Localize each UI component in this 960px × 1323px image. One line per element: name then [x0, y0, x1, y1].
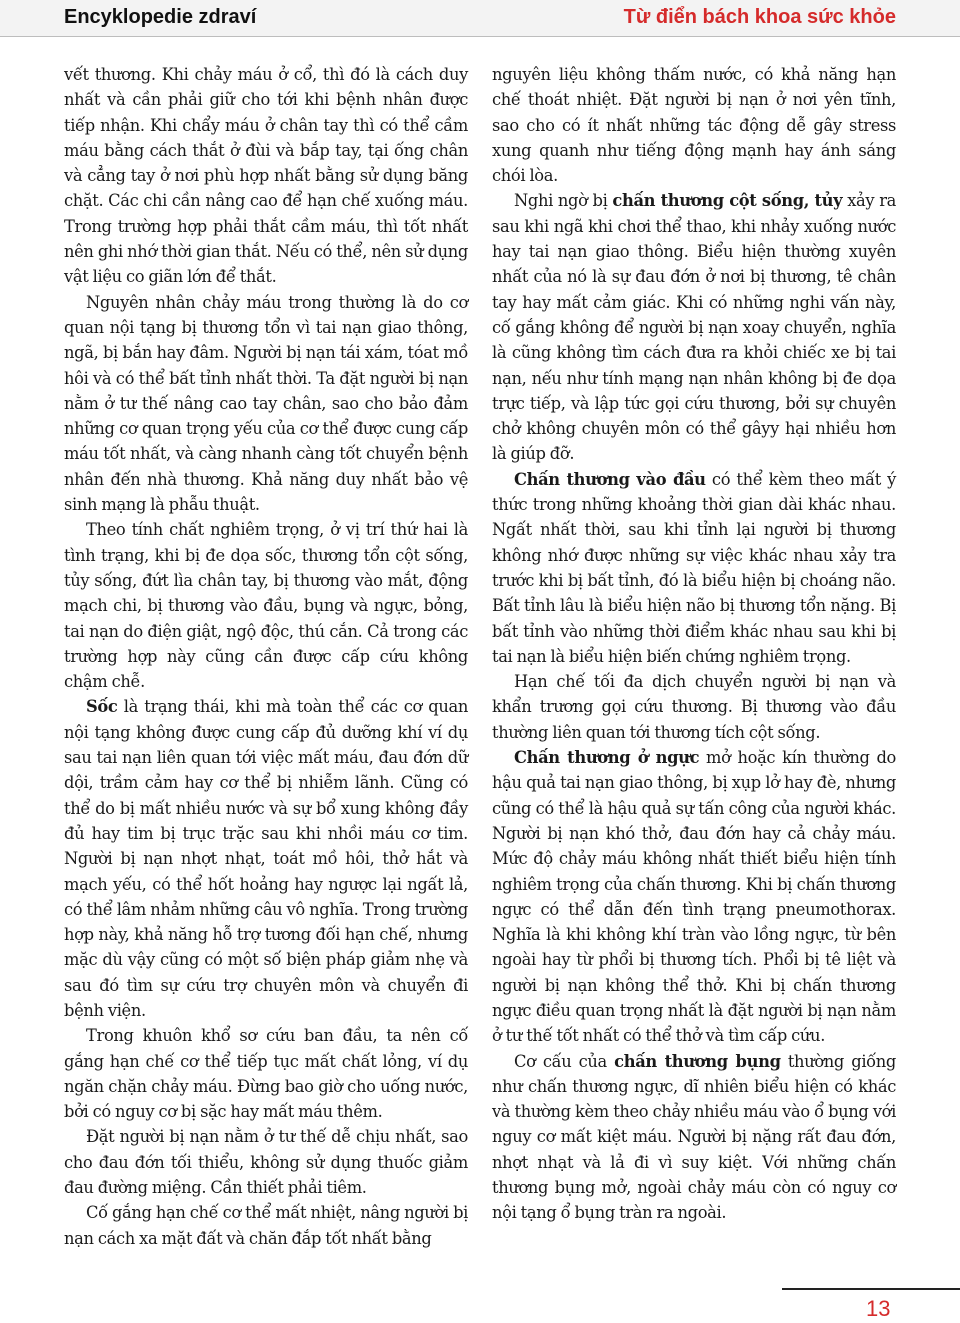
- term-chest-injury: Chấn thương ở ngực: [514, 748, 700, 768]
- paragraph-text: Cơ cấu của: [514, 1051, 615, 1071]
- paragraph-text: là trạng thái, khi mà toàn thể các cơ quan nội tạng không được cung cấp đủ dưỡng khí ví dụ sau tai nạn liên quan tới việc mất máu, đau đớn dữ dội, trầm cảm hay cơ thể bị nhiễm lãnh. Cũng có thể do bị mất nhiều nước và sự bổ xung không đầy đủ hay tim bị trục trặc sau khi nhồi máu cơ tim. Người bị nạn nhợt nhạt, toát mồ hôi, thở hắt và mạch yếu, có thể hốt hoảng hay ngược lại ngất lả, có thể lâm nhảm những câu vô nghĩa. Trong trường hợp này, khả năng hỗ trợ tương đối hạn chế, nhưng mặc dù vậy cũng có một số biện pháp giảm nhẹ và sau đó tìm sự cứu trợ chuyên môn và chuyển đi bệnh viện.: [64, 697, 468, 1020]
- paragraph-spine-injury: [492, 188, 896, 466]
- term-spine-injury: chấn thương cột sống, tủy: [612, 191, 843, 211]
- paragraph-text: Nghi ngờ bị: [514, 191, 613, 211]
- term-abdominal-injury: chấn thương bụng: [614, 1051, 781, 1071]
- left-text-column: [64, 62, 468, 1251]
- paragraph: Hạn chế tối đa dịch chuyển người bị nạn và khẩn trương gọi cứu thương. Bị thương vào đầu thường liên quan tới thương tích cột sống.: [492, 672, 896, 742]
- paragraph-text: xảy ra sau khi ngã khi chơi thể thao, khi nhảy xuống nước hay tai nạn giao thông. Biểu hiện thường xuyên nhất của nó là sự đau đớn ở nơi bị thương, tê chân tay hay mất cảm giác. Khi có những nghi vấn này, cố gắng không để người bị nạn xoay chuyển, nghĩa là cũng không tìm cách đưa ra khỏi chiếc xe bị tai nạn, nếu như tính mạng nạn nhân không bị đe dọa trực tiếp, và lập tức gọi cứu thương, bởi sự chuyên chở không chuyên môn có thể gâyy hại nhiều hơn là giúp đỡ.: [492, 191, 896, 464]
- footer-rule: [782, 1288, 960, 1290]
- term-head-injury: Chấn thương vào đầu: [514, 469, 706, 489]
- paragraph: vết thương. Khi chảy máu ở cổ, thì đó là cách duy nhất và cần phải giữ cho tới khi bệnh nhân được tiếp nhận. Khi chẩy máu ở chân tay thì có thể cầm máu bằng cách thắt ở đùi và bắp tay, tại ống chân và cẳng tay ở nơi phù hợp nhất bằng sử dụng băng chặt. Các chi cần nâng cao để hạn chế xuống máu. Trong trường hợp phải thắt cầm máu, thì tốt nhất nên ghi nhớ thời gian thắt. Nếu có thể, nên sử dụng vật liệu co giãn lớn để thắt.: [64, 65, 468, 287]
- paragraph-head-injury: [492, 467, 896, 669]
- paragraph: nguyên liệu không thấm nước, có khả năng hạn chế thoát nhiệt. Đặt người bị nạn ở nơi yên tĩnh, sao cho có ít nhất những tác động dễ gây stress xung quanh như tiếng động mạnh hay ánh sáng chói lòa.: [492, 65, 896, 186]
- paragraph-abdominal-injury: [492, 1049, 896, 1226]
- running-header: [0, 0, 960, 37]
- paragraph: Theo tính chất nghiêm trọng, ở vị trí thứ hai là tình trạng, khi bị đe dọa sốc, thương tổn cột sống, tủy sống, đứt lìa chân tay, bị thương vào mắt, động mạch chi, bị thương vào đầu, bụng và ngực, bỏng, tai nạn do điện giật, ngộ độc, thú cắn. Cả trong các trường hợp này cũng cần được cấp cứu không chậm chễ.: [64, 520, 468, 692]
- paragraph-text: thường giống như chấn thương ngực, dĩ nhiên biểu hiện có khác và thường kèm theo chảy nhiều máu vào ổ bụng với nguy cơ mất kiệt máu. Người bị nặng rất đau đớn, nhợt nhạt và lả đi vì suy kiệt. Với những chấn thương bụng mở, ngoài chảy máu còn có nguy cơ nội tạng ổ bụng tràn ra ngoài.: [492, 1051, 897, 1223]
- paragraph: Nguyên nhân chảy máu trong thường là do cơ quan nội tạng bị thương tổn vì tai nạn giao thông, ngã, bị bắn hay đâm. Người bị nạn tái xám, tóat mồ hôi và có thể bất tỉnh nhất thời. Ta đặt người bị nạn nằm ở tư thế nâng cao tay chân, sao cho bảo đảm những cơ quan trọng yếu của cơ thể được cung cấp máu tốt nhất, và càng nhanh càng tốt chuyển bệnh nhân đến nhà thương. Khả năng duy nhất bảo vệ sinh mạng là phẫu thuật.: [64, 292, 468, 515]
- term-shock: Sốc: [86, 697, 118, 717]
- right-text-column: [492, 62, 896, 1226]
- page-number: 13: [866, 1296, 891, 1321]
- paragraph-text: có thể kèm theo mất ý thức trong những khoảng thời gian dài khác nhau. Ngất nhất thời, sau khi tỉnh lại người bị thương không nhớ được những sự việc khác nhau xảy tra trước khi bị bất tỉnh, đó là biểu hiện bị choáng não. Bất tỉnh lâu là biểu hiện não bị thương tổn nặng. Bị bất tỉnh vào những thời điểm khác nhau sau khi bị tai nạn là biểu hiện biến chứng nghiêm trọng.: [492, 469, 897, 666]
- paragraph: Đặt người bị nạn nằm ở tư thế dễ chịu nhất, sao cho đau đớn tối thiểu, không sử dụng thuốc giảm đau đường miệng. Cần thiết phải tiêm.: [64, 1127, 468, 1198]
- paragraph-chest-injury: [492, 745, 896, 1049]
- paragraph-text: mở hoặc kín thường do hậu quả tai nạn giao thông, bị xụp lở hay đè, nhưng cũng có thể là hậu quả sự tấn công của người khác. Người bị nạn khó thở, đau đớn hay cả chảy máu. Mức độ chảy máu không nhất thiết biểu hiện tính nghiêm trọng của chấn thương. Khi bị chấn thương ngực có thể dẫn đến tình trạng pneumothorax. Nghĩa là khi không khí tràn vào lồng ngực, từ bên ngoài hay từ phổi bị thương tích. Phổi bị tê liệt và người bị nạn không thể thở. Khi bị chấn thương ngực điều quan trọng nhất là đặt người bị nạn nằm ở tư thế tốt nhất có thể thở và tìm cấp cứu.: [492, 748, 896, 1046]
- header-title-vietnamese: Từ điển bách khoa sức khỏe: [623, 6, 896, 28]
- paragraph: Cố gắng hạn chế cơ thể mất nhiệt, nâng người bị nạn cách xa mặt đất và chăn đắp tốt nhất bằng: [64, 1203, 468, 1248]
- header-title-czech: Encyklopedie zdraví: [64, 6, 257, 28]
- paragraph: Trong khuôn khổ sơ cứu ban đầu, ta nên cố gắng hạn chế cơ thể tiếp tục mất chất lỏng, ví dụ ngăn chặn chảy máu. Đừng bao giờ cho uống nước, bởi có nguy cơ bị sặc hay mất máu thêm.: [64, 1026, 468, 1122]
- paragraph-shock: [64, 694, 468, 1023]
